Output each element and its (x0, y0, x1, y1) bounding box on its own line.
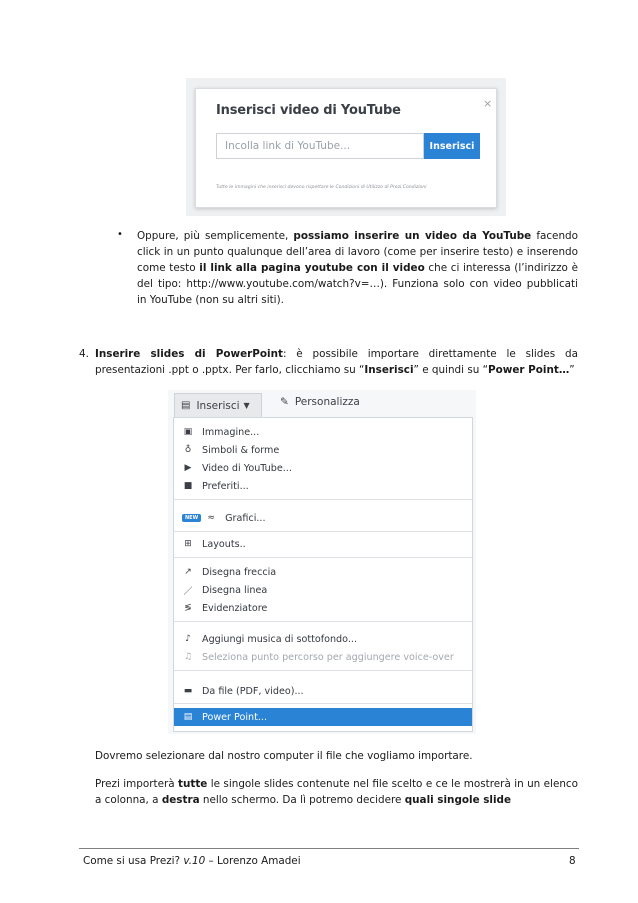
close-icon[interactable]: × (483, 97, 493, 110)
insert-menu-list (173, 417, 473, 732)
menu-divider (174, 670, 472, 671)
layouts-icon: ⊞ (184, 539, 192, 549)
menu-item-powerpoint[interactable]: ▤ Power Point... (174, 708, 472, 726)
symbols-icon: ♁ (184, 445, 192, 455)
music-icon: ♪ (185, 634, 191, 644)
chevron-down-icon: ▼ (243, 401, 250, 410)
menu-divider (174, 499, 472, 500)
menu-divider (174, 621, 472, 622)
youtube-dialog-screenshot (186, 78, 506, 216)
customize-label: Personalizza (294, 396, 360, 408)
footer-rule (79, 848, 579, 849)
menu-item-draw-arrow[interactable]: ↗ Disegna freccia (174, 563, 472, 581)
image-icon: ▣ (183, 427, 193, 437)
insert-icon: ▤ (181, 400, 191, 411)
chart-icon: ≈ (207, 513, 215, 523)
line-icon: ／ (183, 586, 193, 597)
customize-button[interactable] (280, 396, 360, 408)
menu-item-from-file[interactable]: ▬ Da file (PDF, video)... (183, 685, 304, 697)
menu-item-layouts[interactable]: ⊞ Layouts.. (174, 535, 472, 553)
bullet-paragraph: Oppure, più semplicemente, possiamo inserire un video da YouTube facendo click in un punto qualunque dell’area di lavoro (come per inserire testo) e inserendo come testo il link alla pagina youtube con il video che ci interessa (l’indirizzo è del tipo: http://www.youtube.com/watch?v=…). Funziona solo con video pubblicati in YouTube (non su altri siti). (137, 230, 578, 306)
menu-divider (174, 531, 472, 532)
insert-label: Inserisci (196, 399, 240, 412)
page-number: 8 (569, 855, 576, 867)
folder-icon: ▬ (183, 686, 193, 696)
arrow-icon: ↗ (184, 567, 192, 577)
powerpoint-icon: ▤ (183, 712, 193, 722)
youtube-dialog (195, 88, 497, 208)
menu-item-youtube[interactable]: ▶ Video di YouTube... (174, 459, 472, 477)
menu-divider (174, 557, 472, 558)
menu-item-voiceover: ♫ Seleziona punto percorso per aggiungere voice-over (183, 651, 454, 663)
menu-item-favorites[interactable]: ■ Preferiti... (183, 480, 249, 492)
highlighter-icon: ≶ (184, 603, 192, 613)
toolbar (168, 390, 476, 418)
insert-menu-screenshot (168, 390, 476, 734)
menu-item-image[interactable]: ▣ Immagine... (183, 426, 260, 438)
bullet-icon: • (117, 229, 123, 240)
youtube-icon: ▶ (184, 463, 192, 473)
new-badge: NEW (182, 514, 201, 522)
footer-title: Come si usa Prezi? v.10 – Lorenzo Amadei (83, 855, 301, 867)
dialog-title: Inserisci video di YouTube (216, 103, 401, 118)
paragraph-import: Prezi importerà tutte le singole slides contenute nel file scelto e ce le mostrerà in un elenco a colonna, a destra nello schermo. Da lì potremo decidere quali singole slide (95, 778, 578, 806)
menu-divider (174, 703, 472, 704)
menu-item-symbols[interactable]: ♁ Simboli & forme (174, 441, 472, 459)
terms-note: Tutte le immagini che inserisci devono rispettare le Condizioni di Utilizzo di Prezi.Condizioni (216, 185, 427, 190)
paragraph-select-file: Dovremo selezionare dal nostro computer il file che vogliamo importare. (95, 750, 473, 762)
brush-icon: ✎ (280, 396, 289, 408)
menu-item-music[interactable]: ♪ Aggiungi musica di sottofondo... (174, 630, 472, 648)
menu-item-highlighter[interactable]: ≶ Evidenziatore (174, 599, 472, 617)
voiceover-icon: ♫ (183, 652, 193, 662)
insert-menu-button[interactable] (174, 393, 262, 417)
youtube-link-input[interactable]: Incolla link di YouTube... (216, 133, 424, 159)
list-number: 4. (79, 348, 89, 360)
item4-paragraph: Inserire slides di PowerPoint: è possibile importare direttamente le slides da presentazioni .ppt o .pptx. Per farlo, clicchiamo su “Inserisci” e quindi su “Power Point…” (95, 348, 578, 376)
menu-item-charts[interactable]: NEW ≈ Grafici... (174, 509, 472, 527)
favorites-icon: ■ (183, 481, 193, 491)
insert-button[interactable]: Inserisci (424, 133, 480, 159)
menu-item-draw-line[interactable]: ／ Disegna linea (183, 584, 268, 597)
